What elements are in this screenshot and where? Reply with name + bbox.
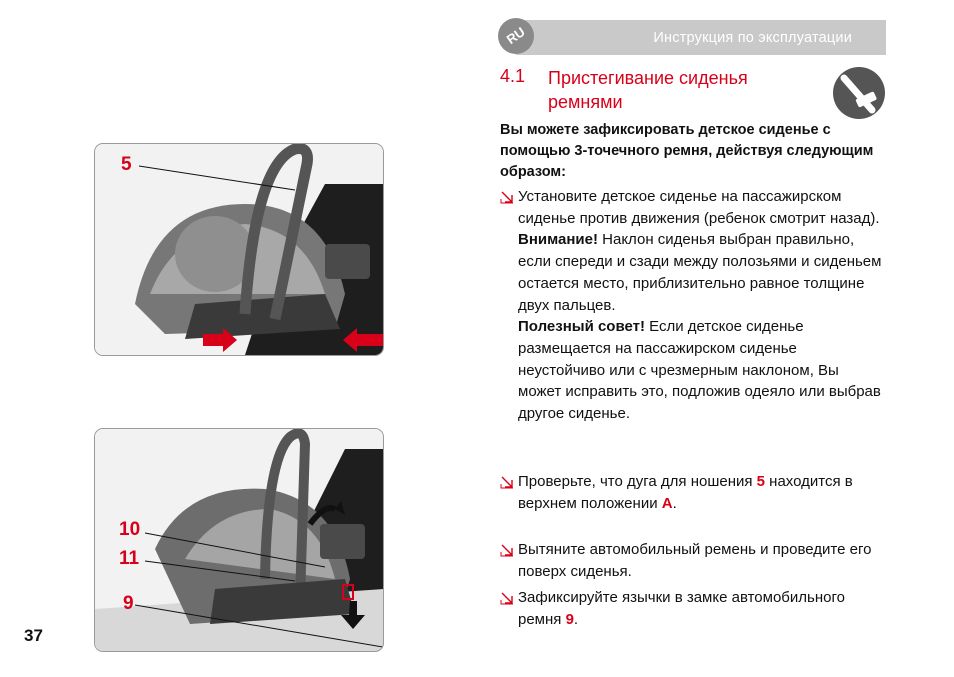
arrow-bullet-icon — [500, 475, 514, 489]
warning-text: Наклон сиденья выбран правильно, если спереди и сзади между полозьями и сиденьем остается место, приблизительно равное толщине двух пальцев. — [518, 231, 882, 314]
step-4-text-b: . — [573, 610, 579, 628]
step-1-text: Установите детское сиденье на пассажирском сиденье против движения (ребенок смотрит назад). — [518, 188, 880, 227]
callout-5: 5 — [121, 154, 132, 175]
ref-5: 5 — [756, 473, 765, 490]
header-title: Инструкция по эксплуатации — [653, 30, 852, 46]
step-4-text — [518, 587, 886, 630]
ref-9: 9 — [565, 610, 574, 628]
arrow-bullet-icon — [500, 591, 514, 605]
ref-a: A — [661, 494, 673, 512]
step-2-text-b: находится в верхнем положении — [518, 473, 853, 512]
step-2 — [500, 471, 886, 514]
seatbelt-icon — [832, 66, 886, 120]
page-number: 37 — [24, 626, 43, 645]
tip-note — [518, 316, 886, 425]
step-4-text-a: Зафиксируйте язычки в замке автомобильного ремня — [518, 589, 845, 628]
language-badge — [498, 18, 534, 54]
warning-note — [518, 229, 886, 316]
section-title: Пристегивание сиденья ремнями — [548, 68, 748, 112]
arrow-bullet-icon — [500, 543, 514, 557]
header-bar — [516, 20, 886, 55]
step-2-text-c: . — [672, 494, 677, 512]
figure-seat-placement — [94, 143, 384, 356]
seat-placement-illustration — [95, 144, 383, 355]
callout-11: 11 — [119, 548, 140, 569]
tip-label: Полезный совет! — [518, 318, 645, 336]
step-2-text-a: Проверьте, что дуга для ношения — [518, 473, 757, 490]
tip-text: Если детское сиденье размещается на пассажирском сиденье неустойчиво или с чрезмерным наклоном, Вы может исправить это, подложив одеяло или выбрав другое сиденье. — [518, 318, 881, 423]
callout-9: 9 — [123, 593, 134, 614]
step-3-text: Вытяните автомобильный ремень и проведите его поверх сиденья. — [518, 541, 872, 580]
step-1 — [500, 186, 886, 425]
language-code: RU — [503, 24, 528, 48]
section-number: 4.1 — [500, 66, 526, 86]
intro-text: Вы можете зафиксировать детское сиденье с помощью 3-точечного ремня, действуя следующим образом: — [500, 122, 874, 180]
arrow-bullet-icon — [500, 190, 514, 204]
step-2-text — [518, 471, 886, 514]
warning-label: Внимание! — [518, 231, 598, 249]
step-4 — [500, 587, 886, 630]
figure-belt-routing — [94, 428, 384, 652]
callout-10: 10 — [119, 519, 141, 540]
step-3 — [500, 539, 886, 582]
